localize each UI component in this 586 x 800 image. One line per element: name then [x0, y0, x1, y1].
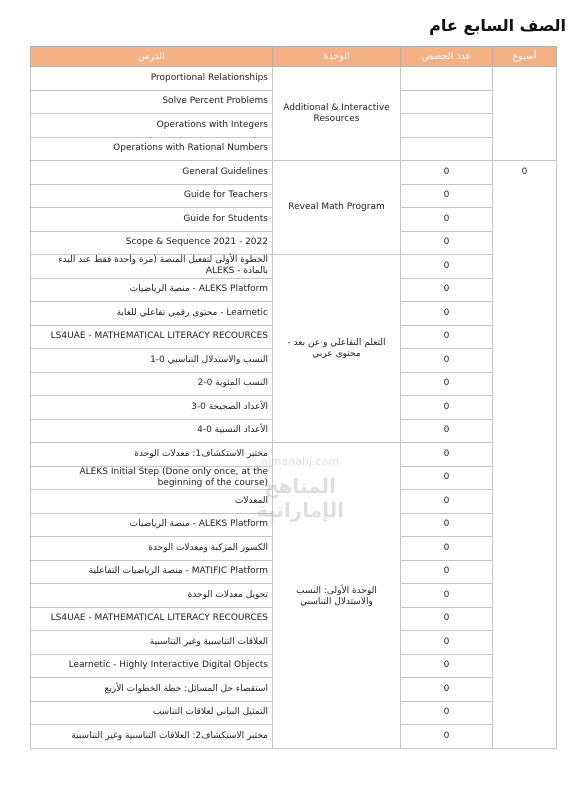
- periods-cell: 0: [401, 349, 493, 373]
- table-body: [31, 67, 557, 749]
- periods-cell: [401, 114, 493, 138]
- lesson-cell: [31, 278, 273, 302]
- table-row: [31, 161, 557, 185]
- table-row: [31, 255, 557, 279]
- table-row: [31, 67, 557, 91]
- week-cell-empty: [493, 67, 557, 161]
- periods-cell: [401, 67, 493, 91]
- lesson-cell: [31, 607, 273, 631]
- curriculum-table: [30, 46, 557, 749]
- week-cell: 0: [493, 161, 557, 749]
- lesson-cell: [31, 349, 273, 373]
- lesson-cell: [31, 443, 273, 467]
- lesson-cell: [31, 396, 273, 420]
- lesson-title: ALEKS Platform - منصة الرياضيات: [129, 519, 268, 530]
- lesson-cell: [31, 161, 273, 185]
- header-week: أسبوع: [493, 47, 557, 67]
- lesson-cell: [31, 584, 273, 608]
- periods-cell: 0: [401, 208, 493, 232]
- page-title: الصف السابع عام: [429, 16, 566, 35]
- lesson-cell: [31, 302, 273, 326]
- periods-cell: [401, 137, 493, 161]
- lesson-cell: [31, 560, 273, 584]
- periods-cell: 0: [401, 231, 493, 255]
- lesson-title: Proportional Relationships: [150, 72, 268, 83]
- periods-cell: 0: [401, 560, 493, 584]
- header-periods: عدد الحصص: [401, 47, 493, 67]
- header-lesson: الدرس: [31, 47, 273, 67]
- periods-cell: 0: [401, 419, 493, 443]
- lesson-title: تحويل معدلات الوحدة: [187, 589, 268, 600]
- periods-cell: 0: [401, 161, 493, 185]
- lesson-title: النسب المئوية 0-2: [197, 378, 268, 389]
- lesson-title: النسب والاستدلال التناسبي 0-1: [150, 354, 268, 365]
- lesson-title: الأعداد الصحيحة 0-3: [191, 401, 268, 412]
- unit-cell: التعلم التفاعلي و عن بعد - محتوى عربي: [273, 255, 401, 443]
- periods-cell: [401, 90, 493, 114]
- lesson-cell: [31, 208, 273, 232]
- periods-cell: 0: [401, 607, 493, 631]
- lesson-title: الأعداد النسبية 0-4: [197, 425, 268, 436]
- table-row: [31, 443, 557, 467]
- lesson-title: الكسور المركبة ومعدلات الوحدة: [148, 542, 268, 553]
- lesson-title: التمثيل البياني لعلاقات التناسب: [152, 707, 268, 718]
- lesson-cell: [31, 631, 273, 655]
- lesson-cell: [31, 490, 273, 514]
- lesson-title: ALEKS Platform - منصة الرياضيات: [129, 284, 268, 295]
- lesson-cell: [31, 419, 273, 443]
- periods-cell: 0: [401, 654, 493, 678]
- periods-cell: 0: [401, 701, 493, 725]
- lesson-title: General Guidelines: [182, 166, 268, 177]
- periods-cell: 0: [401, 466, 493, 490]
- lesson-cell: [31, 537, 273, 561]
- lesson-cell: [31, 231, 273, 255]
- periods-cell: 0: [401, 443, 493, 467]
- lesson-cell: [31, 654, 273, 678]
- periods-cell: 0: [401, 278, 493, 302]
- lesson-title: Scope & Sequence 2021 - 2022: [125, 237, 268, 248]
- lesson-title: MATIFIC Platform - منصة الرياضيات التفاعلية: [88, 566, 268, 577]
- lesson-cell: [31, 184, 273, 208]
- periods-cell: 0: [401, 372, 493, 396]
- lesson-title: Solve Percent Problems: [162, 96, 268, 107]
- periods-cell: 0: [401, 302, 493, 326]
- periods-cell: 0: [401, 184, 493, 208]
- lesson-title: Guide for Students: [183, 213, 268, 224]
- periods-cell: 0: [401, 678, 493, 702]
- lesson-title: Learnetic - Highly Interactive Digital Objects: [68, 660, 268, 671]
- lesson-title: Learnetic - محتوى رقمي تفاعلي للغاية: [116, 307, 268, 318]
- lesson-title: مختبر الاستكشاف2: العلاقات التناسبية وغير التناسبية: [71, 730, 268, 741]
- lesson-cell: [31, 114, 273, 138]
- table-header-row: [31, 47, 557, 67]
- unit-cell: الوحدة الأولى: النسب والاستدلال التناسبي: [273, 443, 401, 749]
- lesson-title: العلاقات التناسبية وغير التناسبية: [149, 636, 268, 647]
- header-unit: الوحدة: [273, 47, 401, 67]
- periods-cell: 0: [401, 490, 493, 514]
- lesson-title: المعدلات: [234, 495, 268, 506]
- lesson-title: Operations with Integers: [156, 119, 268, 130]
- lesson-cell: [31, 466, 273, 490]
- lesson-cell: [31, 325, 273, 349]
- lesson-title: مختبر الاستكشاف1: معدلات الوحدة: [134, 448, 268, 459]
- periods-cell: 0: [401, 537, 493, 561]
- lesson-cell: [31, 90, 273, 114]
- unit-cell: Additional & Interactive Resources: [273, 67, 401, 161]
- periods-cell: 0: [401, 513, 493, 537]
- lesson-title: LS4UAE - MATHEMATICAL LITERACY RECOURCES: [50, 613, 268, 624]
- lesson-cell: [31, 701, 273, 725]
- lesson-cell: [31, 678, 273, 702]
- periods-cell: 0: [401, 584, 493, 608]
- lesson-title: LS4UAE - MATHEMATICAL LITERACY RECOURCES: [50, 331, 268, 342]
- watermark-site: almanahj.com: [261, 455, 339, 468]
- periods-cell: 0: [401, 325, 493, 349]
- lesson-cell: [31, 137, 273, 161]
- lesson-title: الخطوة الأولى لتفعيل المنصة (مرة واحدة فقط عند البدء بالمادة - ALEKS: [58, 255, 268, 277]
- lesson-cell: [31, 255, 273, 279]
- lesson-title: Guide for Teachers: [183, 190, 268, 201]
- watermark-logo: المناهج الإماراتية: [256, 474, 344, 522]
- periods-cell: 0: [401, 396, 493, 420]
- lesson-title: ALEKS Initial Step (Done only once, at the beginning of the course): [79, 466, 268, 488]
- periods-cell: 0: [401, 725, 493, 749]
- lesson-title: استقصاء حل المسائل: خطة الخطوات الأربع: [104, 683, 268, 694]
- lesson-cell: [31, 372, 273, 396]
- lesson-cell: [31, 725, 273, 749]
- periods-cell: 0: [401, 631, 493, 655]
- lesson-cell: [31, 513, 273, 537]
- lesson-title: Operations with Rational Numbers: [113, 143, 268, 154]
- periods-cell: 0: [401, 255, 493, 279]
- lesson-cell: [31, 67, 273, 91]
- unit-cell: Reveal Math Program: [273, 161, 401, 255]
